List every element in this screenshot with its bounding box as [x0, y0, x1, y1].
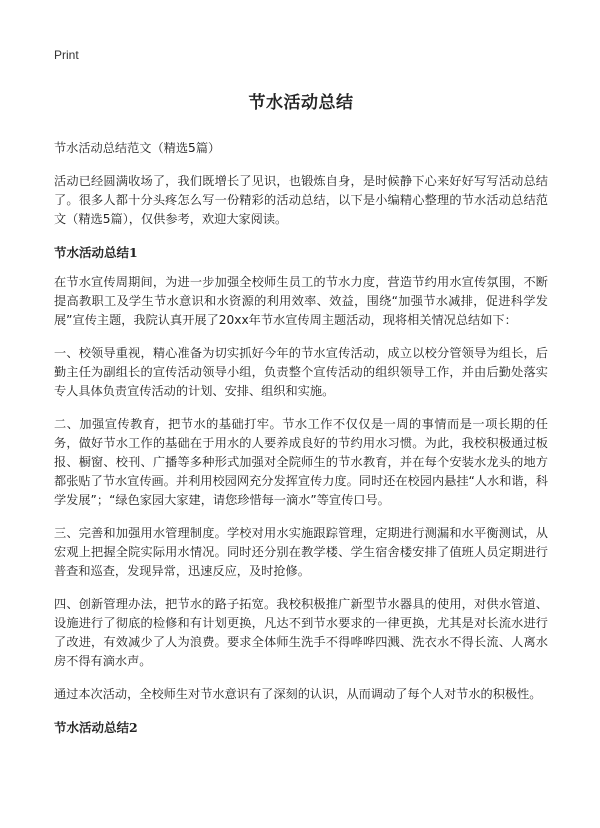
section-1-paragraph-3: 二、加强宣传教育，把节水的基础打牢。节水工作不仅仅是一周的事情而是一项长期的任务，做好节水工作的基础在于用水的人要养成良好的节约用水习惯。为此，我校积极通过板报、橱窗、校刊、广播等多种形式加强对全院师生的节水教育，并在每个安装水龙头的地方都张贴了节水宣传画。并利用校园网充分发挥宣传力度。同时还在校园内悬挂“人水和谐，科学发展”；“绿色家园大家建，请您珍惜每一滴水”等宣传口号。 [54, 417, 548, 507]
intro-paragraph: 活动已经圆满收场了，我们既增长了见识，也锻炼自身，是时候静下心来好好写写活动总结了。很多人都十分头疼怎么写一份精彩的活动总结，以下是小编精心整理的节水活动总结范文（精选5篇），仅供参考，欢迎大家阅读。 [54, 174, 548, 226]
section-heading-2: 节水活动总结2 [54, 720, 138, 735]
print-link[interactable]: Print [54, 48, 79, 62]
section-1-paragraph-6: 通过本次活动，全校师生对节水意识有了深刻的认识，从而调动了每个人对节水的积极性。 [54, 687, 542, 701]
page-title: 节水活动总结 [248, 93, 354, 113]
section-1-paragraph-5: 四、创新管理办法，把节水的路子拓宽。我校积极推广新型节水器具的使用，对供水管道、设施进行了彻底的检修和有计划更换，凡达不到节水要求的一律更换，尤其是对长流水进行了改进，有效减少了人为浪费。要求全体师生洗手不得哗哗四溅、洗衣水不得长流、人离水房不得有滴水声。 [54, 597, 548, 668]
section-1-paragraph-4: 三、完善和加强用水管理制度。学校对用水实施跟踪管理，定期进行测漏和水平衡测试，从宏观上把握全院实际用水情况。同时还分别在教学楼、学生宿舍楼安排了值班人员定期进行普查和巡查，发现异常，迅速反应，及时抢修。 [54, 526, 548, 578]
section-heading-1: 节水活动总结1 [54, 245, 138, 260]
section-1-paragraph-2: 一、校领导重视，精心准备为切实抓好今年的节水宣传活动，成立以校分管领导为组长，后勤主任为副组长的宣传活动领导小组，负责整个宣传活动的组织领导工作，并由后勤处落实专人具体负责宣传活动的计划、安排、组织和实施。 [54, 346, 548, 398]
document-subtitle: 节水活动总结范文（精选5篇） [54, 141, 221, 155]
section-1-paragraph-1: 在节水宣传周期间，为进一步加强全校师生员工的节水力度，营造节约用水宣传氛围，不断提高教职工及学生节水意识和水资源的利用效率、效益，围绕“加强节水减排，促进科学发展”宣传主题，我院认真开展了20xx年节水宣传周主题活动，现将相关情况总结如下： [54, 275, 548, 327]
